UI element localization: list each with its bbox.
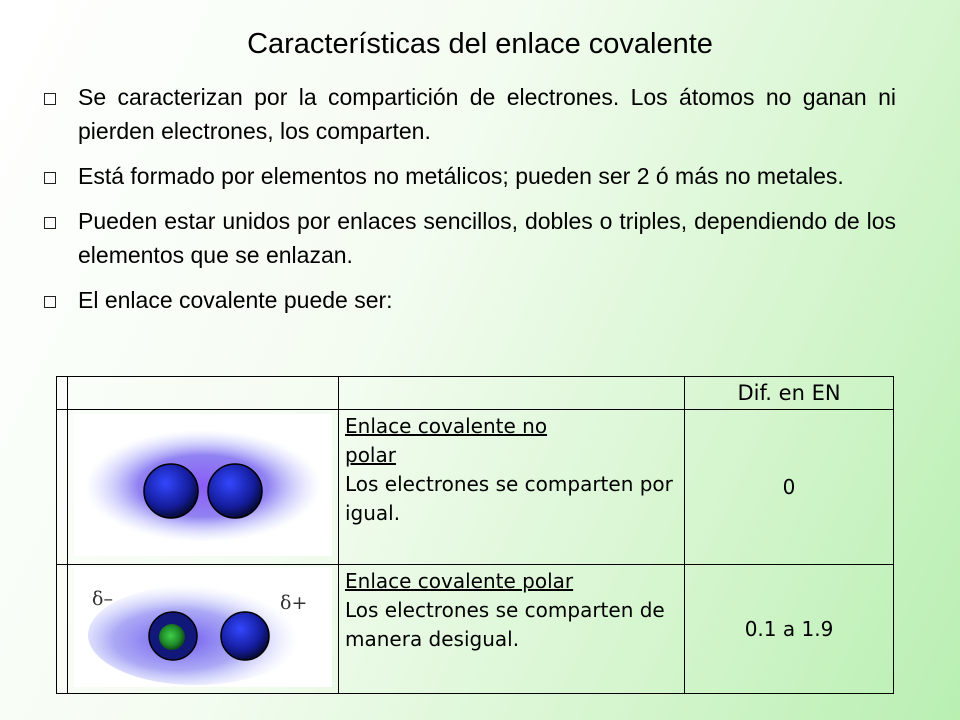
bullet-text: El enlace covalente puede ser:: [78, 287, 393, 313]
delta-minus-label: δ–: [92, 588, 113, 610]
nonpolar-en-value: 0: [685, 410, 894, 565]
square-bullet-icon: [44, 172, 56, 184]
square-bullet-icon: [44, 296, 56, 308]
table-cell: [68, 377, 339, 410]
nonpolar-heading-line2: polar: [345, 443, 396, 467]
square-bullet-icon: [44, 93, 56, 105]
bullet-item: [44, 204, 896, 272]
bullet-item: [44, 283, 896, 317]
en-difference-header: Dif. en EN: [685, 377, 894, 410]
nonpolar-heading-line1: Enlace covalente no: [345, 414, 548, 438]
bullet-text: Pueden estar unidos por enlaces sencillos, dobles o triples, dependiendo de los elementos que se enlazan.: [78, 208, 896, 268]
square-bullet-icon: [44, 217, 56, 229]
table-cell: [57, 377, 68, 410]
slide-title: Características del enlace covalente: [247, 28, 713, 60]
bullet-item: [44, 159, 896, 193]
bullet-list: [44, 80, 896, 328]
bond-type-table: [56, 376, 894, 694]
bullet-text: Se caracterizan por la compartición de electrones. Los átomos no ganan ni pierden electrones, los comparten.: [78, 84, 896, 144]
table-cell: [57, 565, 68, 694]
polar-heading: Enlace covalente polar: [345, 569, 574, 593]
polar-description-text: Los electrones se comparten de manera desigual.: [345, 598, 665, 651]
delta-plus-label: δ+: [280, 592, 308, 614]
nonpolar-description-text: Los electrones se comparten por igual.: [345, 472, 673, 525]
polar-description: [339, 565, 685, 694]
table-row: [57, 565, 894, 694]
polar-en-value: 0.1 a 1.9: [685, 565, 894, 694]
bullet-text: Está formado por elementos no metálicos; pueden ser 2 ó más no metales.: [78, 163, 844, 189]
bullet-item: [44, 80, 896, 148]
table-header-row: [57, 377, 894, 410]
table-cell: [339, 377, 685, 410]
table-cell: [57, 410, 68, 565]
nonpolar-molecule-image: [68, 410, 339, 565]
nonpolar-description: [339, 410, 685, 565]
table-row: [57, 410, 894, 565]
polar-molecule-image: [68, 565, 339, 694]
